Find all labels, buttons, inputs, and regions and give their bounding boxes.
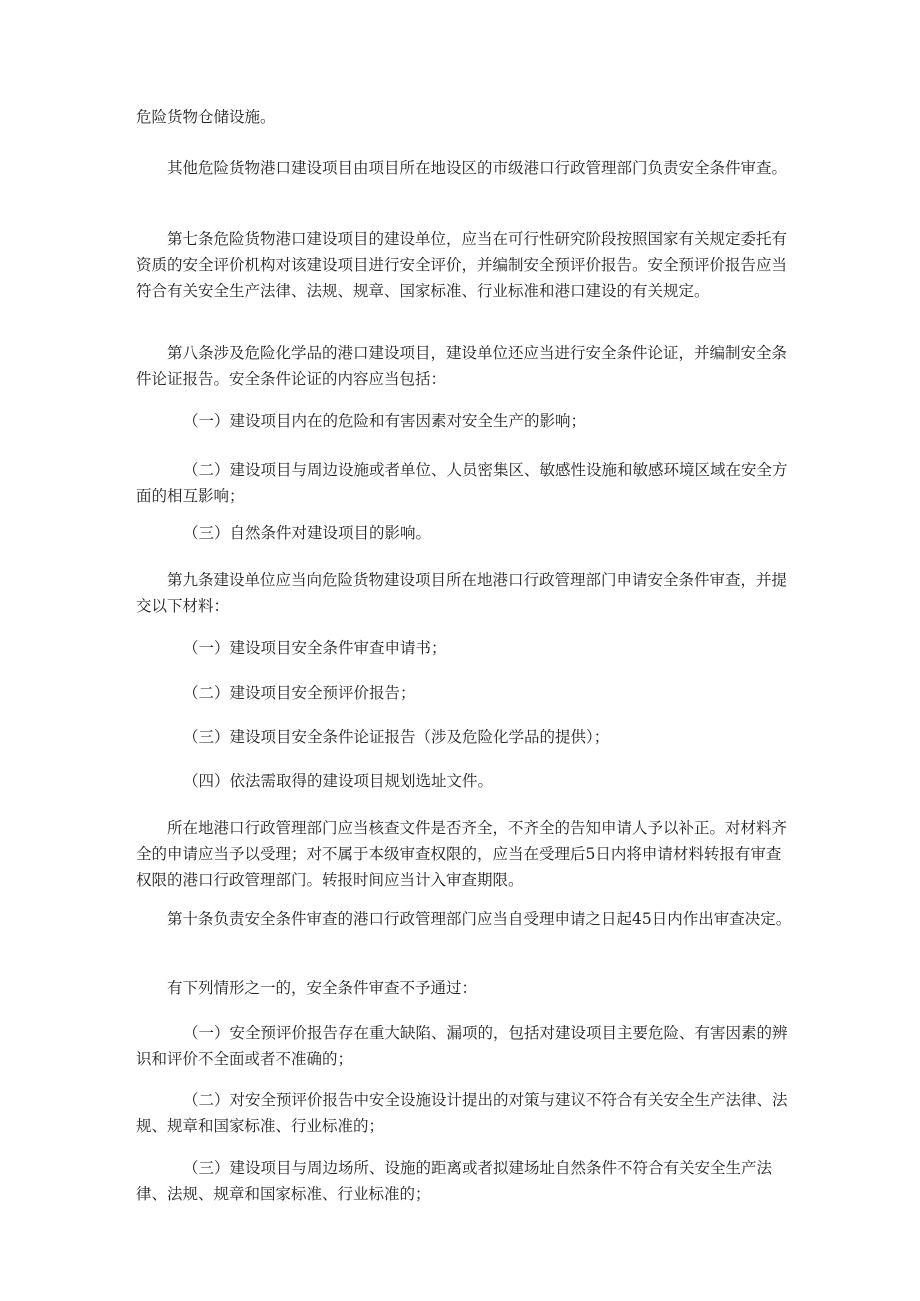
list-item-10-3: （三）建设项目与周边场所、设施的距离或者拟建场址自然条件不符合有关安全生产法律、法规、规章和国家标准、行业标准的； xyxy=(136,1159,773,1203)
list-item-9-1: （一）建设项目安全条件审查申请书； xyxy=(183,639,447,657)
paragraph-1: 危险货物仓储设施。 xyxy=(136,108,276,126)
list-item-9-4: （四）依法需取得的建设项目规划选址文件。 xyxy=(183,772,494,790)
list-item-9-3: （三）建设项目安全条件论证报告（涉及危险化学品的提供）； xyxy=(183,728,610,746)
list-item-10-2: （二）对安全预评价报告中安全设施设计提出的对策与建议不符合有关安全生产法律、法规、规章和国家标准、行业标准的； xyxy=(136,1091,788,1135)
list-item-8-3: （三）自然条件对建设项目的影响。 xyxy=(183,524,432,542)
paragraph-acceptance: 所在地港口行政管理部门应当核查文件是否齐全，不齐全的告知申请人予以补正。对材料齐全的申请应当予以受理；对不属于本级审查权限的，应当在受理后5日内将申请材料转报有审查权限的港口行政管理部门。转报时间应当计入审查期限。 xyxy=(136,819,788,889)
paragraph-article-9: 第九条建设单位应当向危险货物建设项目所在地港口行政管理部门申请安全条件审查，并提交以下材料： xyxy=(136,571,788,615)
list-item-9-2: （二）建设项目安全预评价报告； xyxy=(183,684,416,702)
list-item-8-2: （二）建设项目与周边设施或者单位、人员密集区、敏感性设施和敏感环境区域在安全方面的相互影响； xyxy=(136,461,788,505)
paragraph-article-8: 第八条涉及危险化学品的港口建设项目，建设单位还应当进行安全条件论证，并编制安全条件论证报告。安全条件论证的内容应当包括： xyxy=(136,344,788,388)
paragraph-rejection-intro: 有下列情形之一的，安全条件审查不予通过： xyxy=(167,979,478,997)
paragraph-article-10: 第十条负责安全条件审查的港口行政管理部门应当自受理申请之日起45日内作出审查决定。 xyxy=(167,910,792,928)
list-item-8-1: （一）建设项目内在的危险和有害因素对安全生产的影响； xyxy=(183,412,587,430)
paragraph-article-7: 第七条危险货物港口建设项目的建设单位，应当在可行性研究阶段按照国家有关规定委托有资质的安全评价机构对该建设项目进行安全评价，并编制安全预评价报告。安全预评价报告应当符合有关安全生产法律、法规、规章、国家标准、行业标准和港口建设的有关规定。 xyxy=(136,230,788,300)
list-item-10-1: （一）安全预评价报告存在重大缺陷、漏项的，包括对建设项目主要危险、有害因素的辨识和评价不全面或者不准确的； xyxy=(136,1024,788,1068)
paragraph-2: 其他危险货物港口建设项目由项目所在地设区的市级港口行政管理部门负责安全条件审查。 xyxy=(167,159,788,177)
